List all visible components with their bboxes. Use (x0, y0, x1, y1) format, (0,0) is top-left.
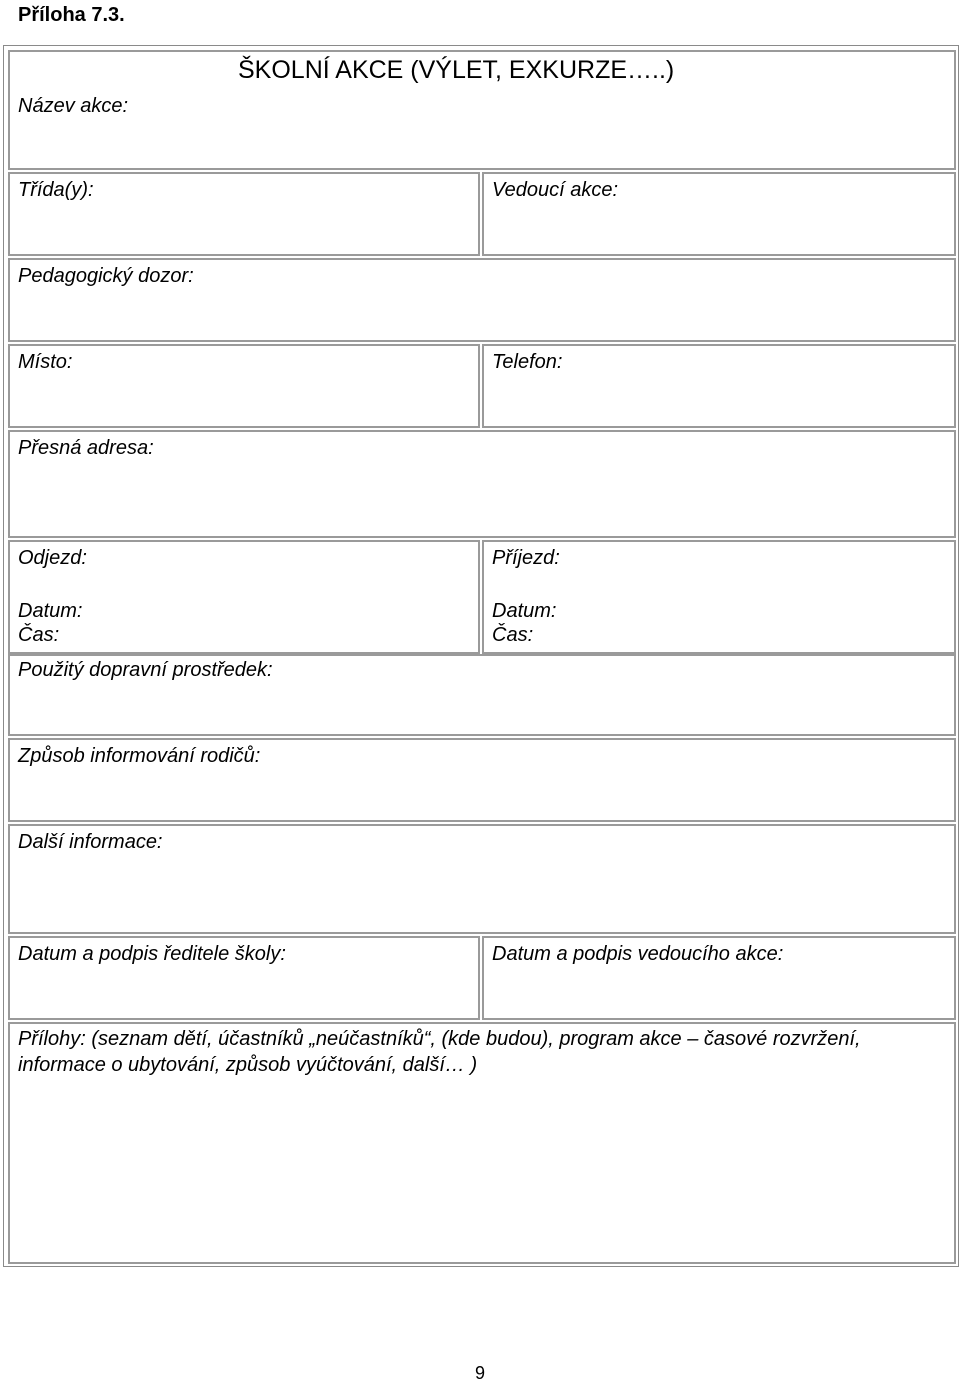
arrival-time-label: Čas: (492, 624, 534, 646)
departure-time-label: Čas: (18, 624, 60, 646)
leader-cell[interactable] (482, 172, 956, 256)
classes-cell[interactable] (8, 172, 480, 256)
supervision-cell[interactable] (8, 258, 956, 342)
parents-info-cell[interactable] (8, 738, 956, 822)
address-label: Přesná adresa: (18, 437, 154, 459)
phone-cell[interactable] (482, 344, 956, 428)
leader-signature-cell[interactable] (482, 936, 956, 1020)
form-title: ŠKOLNÍ AKCE (VÝLET, EXKURZE…..) (238, 56, 675, 84)
attachments-cell[interactable] (8, 1022, 956, 1264)
arrival-label: Příjezd: (492, 547, 560, 569)
leader-label: Vedoucí akce: (492, 179, 619, 201)
classes-label: Třída(y): (18, 179, 94, 201)
transport-cell[interactable] (8, 654, 956, 736)
parents-info-label: Způsob informování rodičů: (18, 745, 261, 767)
arrival-cell[interactable] (482, 540, 956, 654)
event-form (3, 45, 959, 1267)
departure-date-label: Datum: (18, 600, 83, 622)
place-label: Místo: (18, 351, 73, 373)
place-cell[interactable] (8, 344, 480, 428)
address-cell[interactable] (8, 430, 956, 538)
leader-signature-label: Datum a podpis vedoucího akce: (492, 943, 784, 965)
annex-label: Příloha 7.3. (18, 4, 125, 26)
departure-cell[interactable] (8, 540, 480, 654)
phone-label: Telefon: (492, 351, 563, 373)
attachments-label: Přílohy: (seznam dětí, účastníků „neúčastníků“, (kde budou), program akce – časové rozvržení, informace o ubytování, způsob vyúčtování, další… ) (18, 1028, 861, 1076)
departure-label: Odjezd: (18, 547, 87, 569)
director-signature-cell[interactable] (8, 936, 480, 1020)
transport-label: Použitý dopravní prostředek: (18, 659, 273, 681)
arrival-date-label: Datum: (492, 600, 557, 622)
other-info-cell[interactable] (8, 824, 956, 934)
event-name-label: Název akce: (18, 95, 129, 117)
page-number: 9 (474, 1363, 485, 1383)
director-signature-label: Datum a podpis ředitele školy: (18, 943, 286, 965)
event-name-cell[interactable] (8, 50, 956, 170)
other-info-label: Další informace: (18, 831, 163, 853)
supervision-label: Pedagogický dozor: (18, 265, 194, 287)
